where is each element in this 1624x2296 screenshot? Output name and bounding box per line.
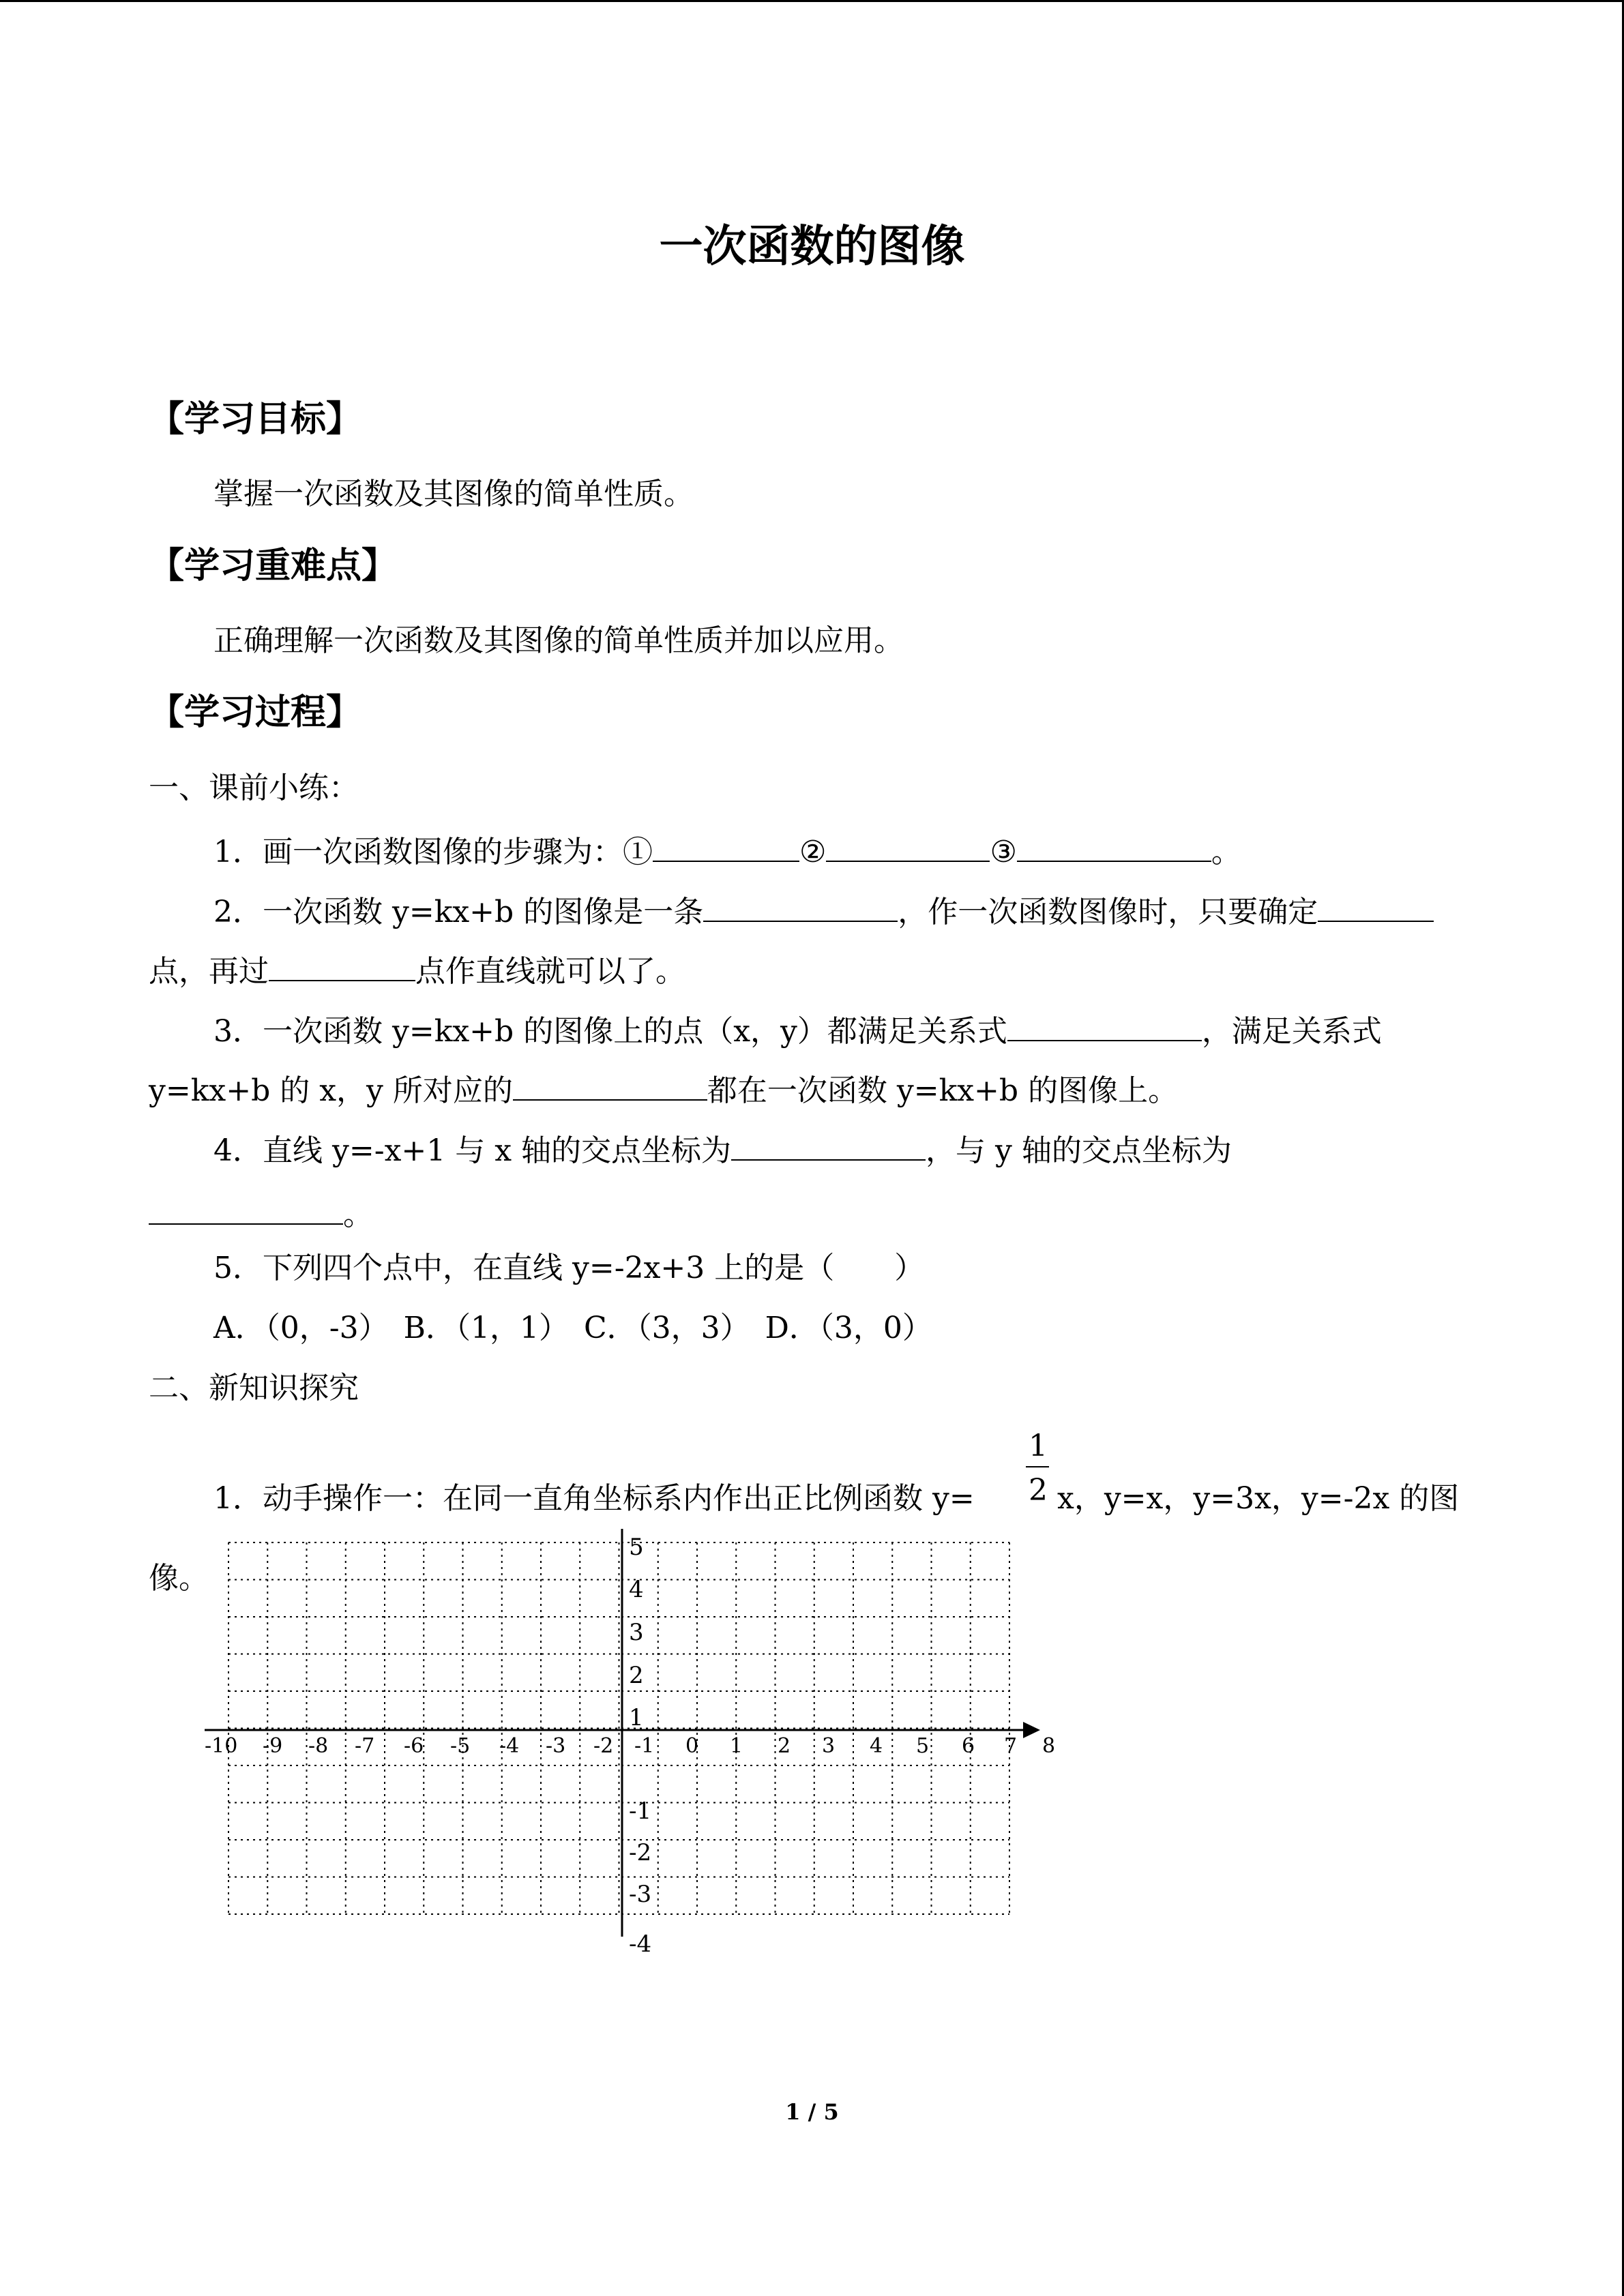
x-axis-arrow-icon: [1023, 1722, 1040, 1738]
q2-text-c: 点，再过: [149, 954, 269, 989]
key-text: 正确理解一次函数及其图像的简单性质并加以应用。: [213, 623, 904, 658]
x-tick-label: -6: [404, 1734, 424, 1758]
answer-blank[interactable]: [149, 1193, 343, 1225]
page-top-border: [0, 0, 1624, 2]
q2-text-d: 点作直线就可以了。: [415, 954, 685, 989]
x-tick-label: -5: [450, 1734, 471, 1758]
x-tick-label: -10: [205, 1734, 238, 1758]
x-tick-label: 5: [916, 1734, 930, 1758]
x-tick-label: -8: [308, 1734, 329, 1758]
fraction-numerator: 1: [1029, 1429, 1048, 1463]
q3-text-b: ，满足关系式: [1201, 1014, 1382, 1049]
q3-text-c: y=kx+b 的 x，y 所对应的: [149, 1073, 513, 1108]
y-tick-label: 4: [629, 1576, 644, 1603]
x-tick-label: 4: [870, 1734, 883, 1758]
answer-blank[interactable]: [1017, 831, 1211, 862]
q4-text-c: 。: [343, 1197, 373, 1232]
key-heading: 【学习重难点】: [149, 546, 398, 586]
process-heading: 【学习过程】: [149, 692, 362, 733]
question-3-line-2: [149, 1069, 1178, 1110]
goal-text: 掌握一次函数及其图像的简单性质。: [213, 477, 694, 511]
question-5: 5．下列四个点中，在直线 y=-2x+3 上的是（ ）: [213, 1251, 925, 1285]
new-question-1-b: x，y=x，y=3x，y=-2x 的图: [1057, 1481, 1460, 1516]
x-tick-label: 7: [1004, 1734, 1018, 1758]
q4-text-a: 4．直线 y=-x+1 与 x 轴的交点坐标为: [213, 1133, 732, 1168]
y-tick-label: -2: [629, 1839, 652, 1866]
question-4-line-2: [149, 1193, 373, 1234]
page-title: 一次函数的图像: [659, 222, 965, 272]
q4-text-b: ，与 y 轴的交点坐标为: [926, 1133, 1232, 1168]
x-tick-label: -2: [593, 1734, 614, 1758]
answer-blank[interactable]: [703, 891, 898, 922]
y-tick-label: 5: [629, 1534, 644, 1561]
q3-text-d: 都在一次函数 y=kx+b 的图像上。: [707, 1073, 1179, 1108]
x-tick-label: -1: [634, 1734, 655, 1758]
fraction-bar: [1026, 1466, 1049, 1467]
grid-lines: [228, 1542, 1009, 1914]
x-tick-label: -3: [546, 1734, 566, 1758]
q1-text-d: 。: [1211, 835, 1241, 869]
y-tick-label: 1: [629, 1704, 644, 1731]
question-3-line-1: [213, 1010, 1382, 1051]
x-tick-label: -7: [355, 1734, 375, 1758]
answer-blank[interactable]: [513, 1069, 707, 1101]
answer-blank[interactable]: [1007, 1010, 1202, 1041]
page-number: 1 / 5: [785, 2099, 839, 2125]
x-tick-label: 6: [962, 1734, 975, 1758]
q1-text-b: ②: [799, 835, 827, 869]
new-question-1-a: 1．动手操作一：在同一直角坐标系内作出正比例函数 y=: [213, 1481, 975, 1516]
y-tick-label: -4: [629, 1930, 652, 1958]
x-tick-label: 0: [685, 1734, 699, 1758]
y-tick-label: 2: [629, 1662, 644, 1689]
q1-text-c: ③: [990, 835, 1017, 869]
x-tick-label: 2: [778, 1734, 791, 1758]
q1-text-a: 1．画一次函数图像的步骤为：①: [213, 835, 653, 869]
part1-heading: 一、课前小练：: [149, 771, 359, 805]
part2-heading: 二、新知识探究: [149, 1371, 359, 1405]
y-tick-label: 3: [629, 1619, 644, 1646]
answer-blank[interactable]: [269, 950, 415, 981]
question-2-line-2: [149, 950, 685, 991]
question-2-line-1: [213, 891, 1434, 931]
goal-heading: 【学习目标】: [149, 399, 362, 440]
x-tick-label: -4: [499, 1734, 520, 1758]
question-5-options: A．（0，-3） B．（1，1） C．（3，3） D．（3，0）: [213, 1311, 932, 1345]
q3-text-a: 3．一次函数 y=kx+b 的图像上的点（x，y）都满足关系式: [213, 1014, 1007, 1049]
question-1: [213, 831, 1241, 871]
q2-text-b: ，作一次函数图像时，只要确定: [898, 895, 1318, 929]
answer-blank[interactable]: [1318, 891, 1434, 922]
new-question-1-c: 像。: [149, 1561, 209, 1596]
x-tick-label: 3: [822, 1734, 836, 1758]
x-tick-label: 1: [730, 1734, 743, 1758]
answer-blank[interactable]: [731, 1129, 926, 1161]
x-tick-label: 8: [1042, 1734, 1056, 1758]
coordinate-grid: [205, 1527, 1071, 1964]
answer-blank[interactable]: [826, 831, 990, 862]
y-tick-label: -1: [629, 1798, 652, 1825]
question-4-line-1: [213, 1129, 1232, 1170]
x-tick-label: -9: [263, 1734, 283, 1758]
q2-text-a: 2．一次函数 y=kx+b 的图像是一条: [213, 895, 704, 929]
y-tick-label: -3: [629, 1881, 652, 1908]
fraction-denominator: 2: [1029, 1473, 1048, 1508]
answer-blank[interactable]: [653, 831, 799, 862]
